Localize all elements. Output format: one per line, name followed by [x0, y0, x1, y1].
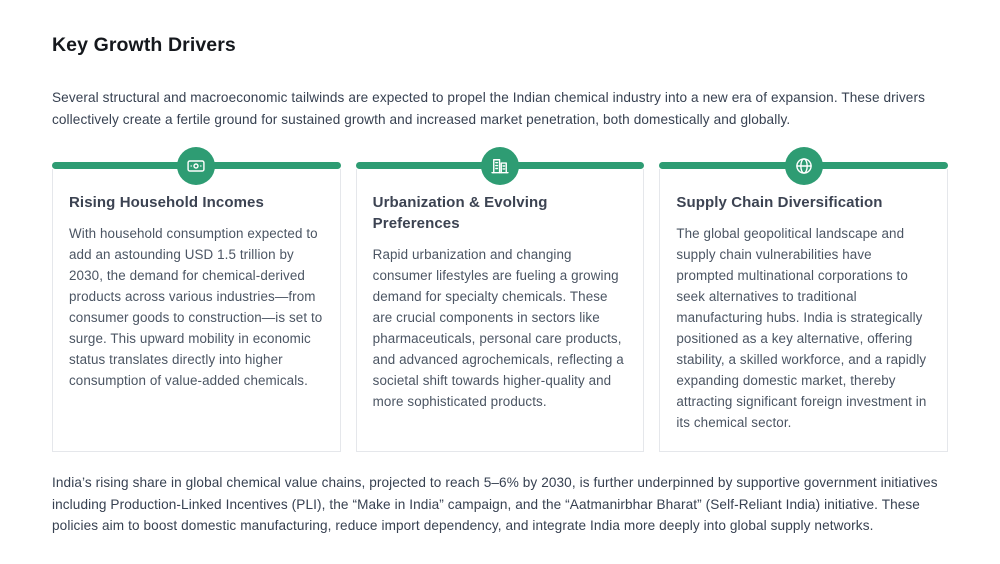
card-body-text: The global geopolitical landscape and supply chain vulnerabilities have prompted multinational corporations to seek alternatives to traditional manufacturing hubs. India is strategically positioned as a key alternative, offering stability, a skilled workforce, and a rapidly expanding domestic market, thereby attracting significant foreign investment in its chemical sector.	[676, 226, 927, 430]
card-accent-bar	[356, 162, 645, 169]
buildings-icon	[481, 147, 519, 185]
driver-cards-row	[52, 147, 948, 452]
card-title: Rising Household Incomes	[69, 194, 264, 211]
card-content	[659, 169, 948, 452]
banknote-icon	[177, 147, 215, 185]
card-content	[356, 169, 645, 452]
card-urbanization-preferences	[356, 147, 645, 452]
card-supply-chain-diversification	[659, 147, 948, 452]
card-accent-bar	[52, 162, 341, 169]
outro-paragraph: India’s rising share in global chemical value chains, projected to reach 5–6% by 2030, is further underpinned by supportive government initiatives including Production-Linked Incentives (PLI), the “Make in India” campaign, and the “Aatmanirbhar Bharat” (Self-Reliant India) initiative. These policies aim to boost domestic manufacturing, reduce import dependency, and integrate India more deeply into global supply networks.	[52, 475, 938, 533]
card-body-text: With household consumption expected to add an astounding USD 1.5 trillion by 2030, the demand for chemical-derived products across various industries—from consumer goods to construction—is set to surge. This upward mobility in economic status translates directly into higher consumption of value-added chemicals.	[69, 226, 323, 388]
card-rising-household-incomes	[52, 147, 341, 452]
card-title: Supply Chain Diversification	[676, 194, 883, 211]
intro-paragraph: Several structural and macroeconomic tailwinds are expected to propel the Indian chemical industry into a new era of expansion. These drivers collectively create a fertile ground for sustained growth and increased market penetration, both domestically and globally.	[52, 90, 925, 127]
card-accent-bar	[659, 162, 948, 169]
card-content	[52, 169, 341, 452]
page-title: Key Growth Drivers	[52, 34, 236, 56]
card-title: Urbanization & Evolving Preferences	[372, 194, 548, 232]
globe-icon	[785, 147, 823, 185]
card-body-text: Rapid urbanization and changing consumer lifestyles are fueling a growing demand for specialty chemicals. These are crucial components in sectors like pharmaceuticals, personal care products, and advanced agrochemicals, reflecting a societal shift towards higher-quality and more sophisticated products.	[372, 247, 624, 409]
